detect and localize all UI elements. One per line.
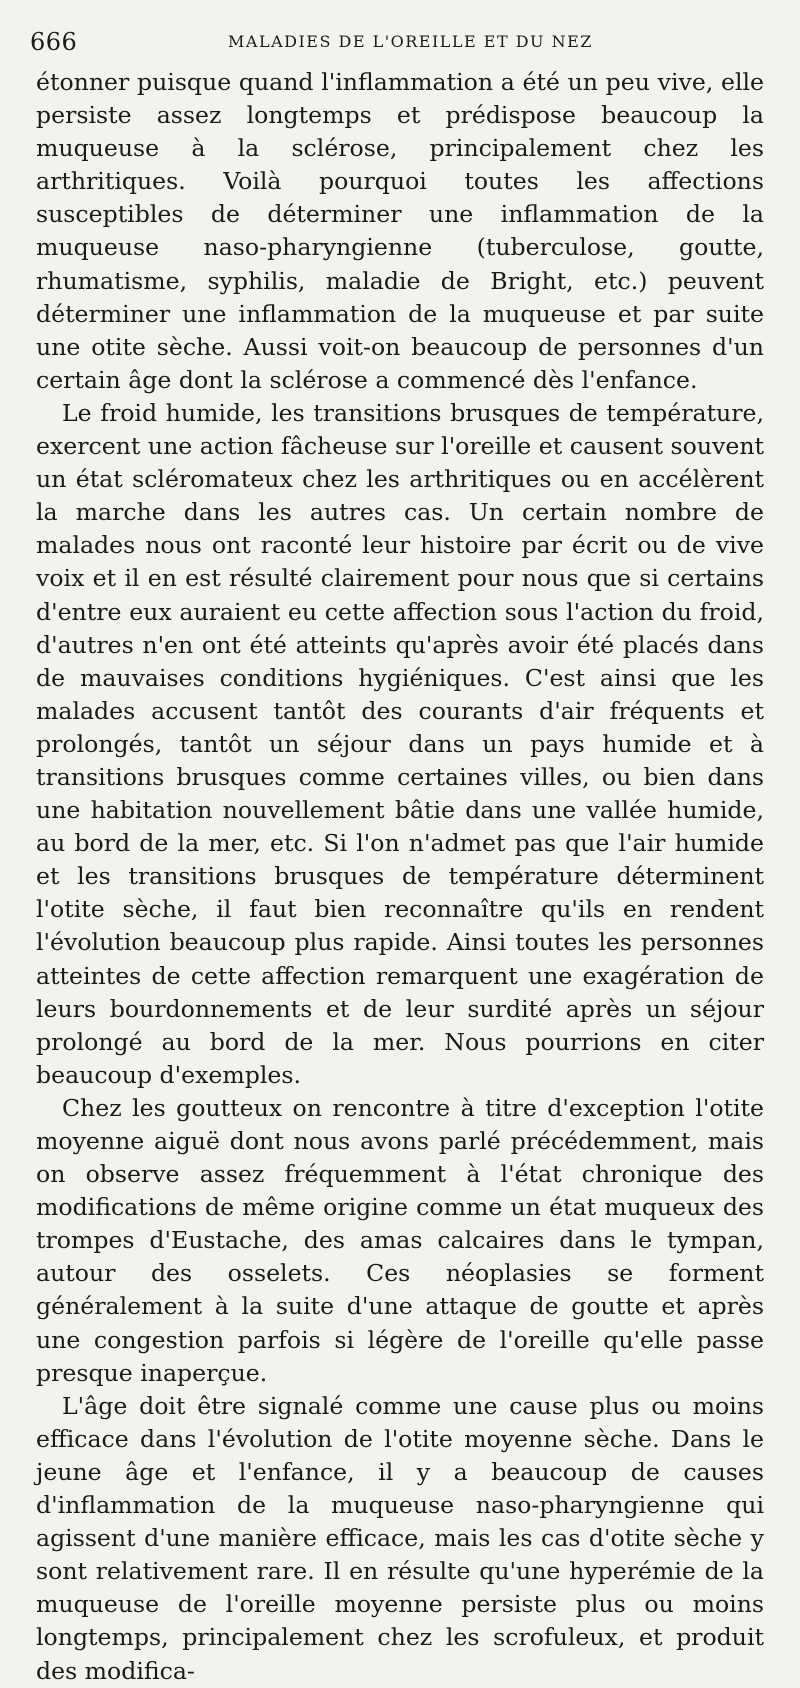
paragraph-age: L'âge doit être signalé comme une cause plus ou moins efficace dans l'évolution de l'otite moyenne sèche. Dans le jeune âge et l'enfance, il y a beaucoup de causes d'inflammation de la muqueuse naso-pharyngienne qui agissent d'une manière efficace, mais les cas d'otite sèche y sont relativement rare. Il en résulte qu'une hyperémie de la muqueuse de l'oreille moyenne persiste plus ou moins longtemps, principalement chez les scrofuleux, et produit des modifica- bbox=[36, 1391, 764, 1685]
page-header bbox=[30, 28, 780, 68]
paragraph-froid-humide: Le froid humide, les transitions brusques de température, exercent une action fâcheuse sur l'oreille et causent souvent un état scléromateux chez les arthritiques ou en accélèrent la marche dans les autres cas. Un certain nombre de malades nous ont raconté leur histoire par écrit ou de vive voix et il en est résulté clairement pour nous que si certains d'entre eux auraient eu cette affection sous l'action du froid, d'autres n'en ont été atteints qu'après avoir été placés dans de mauvaises conditions hygiéniques. C'est ainsi que les malades accusent tantôt des courants d'air fréquents et prolongés, tantôt un séjour dans un pays humide et à transitions brusques comme certaines villes, ou bien dans une habitation nouvellement bâtie dans une vallée humide, au bord de la mer, etc. Si l'on n'admet pas que l'air humide et les transitions brusques de température déterminent l'otite sèche, il faut bien reconnaître qu'ils en rendent l'évolution beaucoup plus rapide. Ainsi toutes les personnes atteintes de cette affection remarquent une exagération de leurs bourdonnements et de leur surdité après un séjour prolongé au bord de la mer. Nous pourrions en citer beaucoup d'exemples. bbox=[36, 398, 764, 1089]
body-text bbox=[36, 66, 764, 1688]
paragraph-goutteux: Chez les goutteux on rencontre à titre d'exception l'otite moyenne aiguë dont nous avons parlé précédemment, mais on observe assez fréquemment à l'état chronique des modifications de même origine comme un état muqueux des trompes d'Eustache, des amas calcaires dans le tympan, autour des osselets. Ces néoplasies se forment généralement à la suite d'une attaque de goutte et après une congestion parfois si légère de l'oreille qu'elle passe presque inaperçue. bbox=[36, 1093, 764, 1387]
page-number: 666 bbox=[30, 28, 78, 56]
paragraph-continuation: étonner puisque quand l'inflammation a été un peu vive, elle persiste assez longtemps et prédispose beaucoup la muqueuse à la sclérose, principalement chez les arthritiques. Voilà pourquoi toutes les affections susceptibles de déterminer une inflammation de la muqueuse naso-pharyngienne (tuberculose, goutte, rhumatisme, syphilis, maladie de Bright, etc.) peuvent déterminer une inflammation de la muqueuse et par suite une otite sèche. Aussi voit-on beaucoup de personnes d'un certain âge dont la sclérose a commencé dès l'enfance. bbox=[36, 68, 764, 394]
running-title: MALADIES DE L'OREILLE ET DU NEZ bbox=[228, 32, 593, 51]
